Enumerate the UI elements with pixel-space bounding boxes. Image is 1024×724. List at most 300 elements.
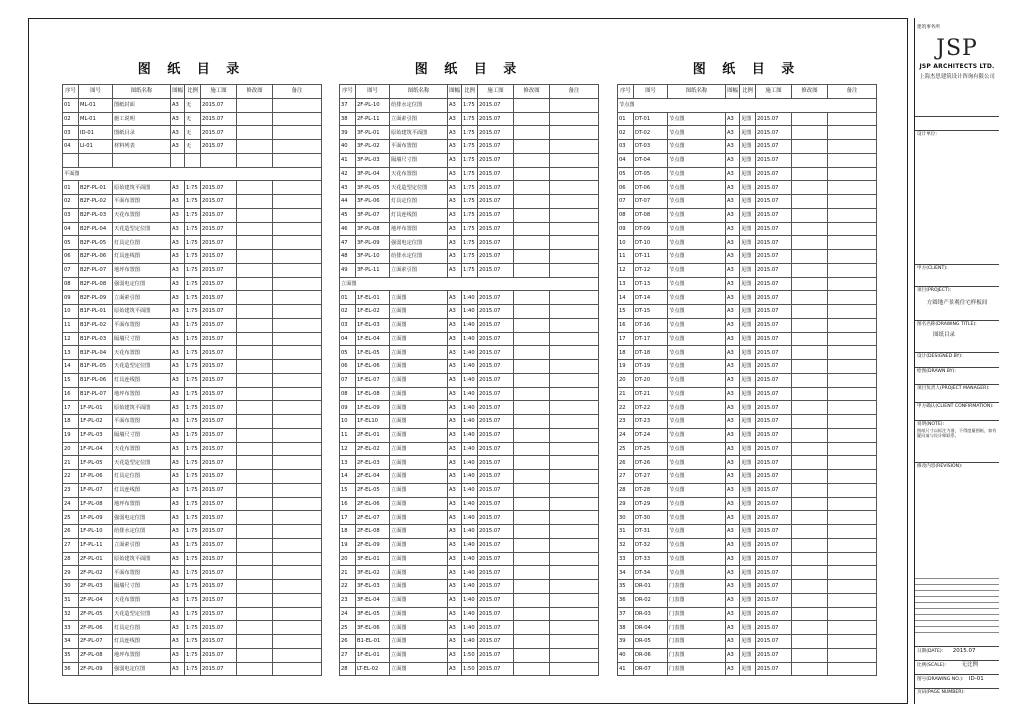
table-cell: 2015.07 [201,538,237,552]
table-cell: 立面图 [390,662,448,676]
table-cell [828,635,877,649]
table-cell [79,153,113,167]
table-cell [273,428,322,442]
table-cell: A3 [726,607,740,621]
table-cell [828,222,877,236]
table-cell: 3F-PL-01 [356,126,390,140]
table-cell [792,401,828,415]
table-row [340,222,599,236]
table-cell: 1F-PL-01 [79,401,113,415]
table-cell: 天花布置图 [113,346,171,360]
tb-date-label: 日期(DATE): [917,649,944,654]
table-cell [828,208,877,222]
table-cell: 24 [63,497,79,511]
table-cell: 1:75 [185,621,201,635]
table-cell: 2015.07 [756,662,792,676]
table-cell [550,456,599,470]
table-cell: 2015.07 [478,140,514,154]
table-cell: A3 [448,497,462,511]
table-cell: 40 [340,140,356,154]
table-cell [792,387,828,401]
table-cell: 35 [618,580,634,594]
table-cell: 2015.07 [201,140,237,154]
table-cell: DR-05 [634,635,668,649]
table-cell: 2F-PL-02 [79,566,113,580]
header-row [63,85,322,99]
table-cell: 48 [340,250,356,264]
table-cell: 05 [618,167,634,181]
table-cell: 施工说明 [113,112,171,126]
tb-scale-label: 比例(SCALE): [917,663,947,668]
table-cell: 2015.07 [756,305,792,319]
table-cell: 给排水定位图 [390,250,448,264]
tb-notes-value: 图纸尺寸以标注为准，不得度量图纸，如有疑问请与设计师联系。 [917,428,997,438]
table-cell: 2015.07 [478,621,514,635]
table-cell: 2015.07 [756,291,792,305]
table-cell: 03 [63,126,79,140]
table-cell [273,126,322,140]
table-cell: A3 [171,497,185,511]
table-cell [273,112,322,126]
table-row [618,621,877,635]
table-cell: 立面图 [390,442,448,456]
table-cell: 1:75 [185,291,201,305]
table-cell: DT-28 [634,483,668,497]
table-cell [514,607,550,621]
table-cell: 2015.07 [201,442,237,456]
table-row [618,566,877,580]
table-cell: A3 [726,208,740,222]
table-cell: 立面图 [390,511,448,525]
table-cell: B2F-PL-08 [79,277,113,291]
table-cell [514,346,550,360]
table-cell [273,208,322,222]
table-cell: DR-01 [634,580,668,594]
table-cell [237,442,273,456]
table-cell: 立面图 [390,332,448,346]
table-cell [514,497,550,511]
column-header: 图号 [79,85,113,99]
column-header: 比例 [185,85,201,99]
table-cell: 12 [340,442,356,456]
table-cell: 1F-EL-02 [356,305,390,319]
table-cell: 13 [63,346,79,360]
table-cell: 1:75 [185,511,201,525]
table-cell: 节点图 [668,305,726,319]
column-header: 图纸名称 [390,85,448,99]
table-cell: A3 [448,483,462,497]
table-cell: 2015.07 [201,195,237,209]
column-header: 序号 [63,85,79,99]
table-cell: 2015.07 [756,167,792,181]
table-row [618,208,877,222]
table-row [340,525,599,539]
table-cell [550,167,599,181]
table-cell [514,373,550,387]
table-cell: 强弱电定位图 [113,662,171,676]
table-cell: A3 [726,525,740,539]
tb-drawing-title-value: 图纸目录 [933,332,956,338]
table-cell: 2015.07 [478,98,514,112]
table-cell [828,332,877,346]
table-cell: 2015.07 [478,538,514,552]
table-cell [792,250,828,264]
table-row [618,153,877,167]
table-cell: A3 [448,428,462,442]
table-cell [828,401,877,415]
table-cell [273,607,322,621]
table-cell: 23 [618,415,634,429]
table-cell: 3F-PL-10 [356,250,390,264]
table-cell: 1F-EL-03 [356,318,390,332]
table-cell: 2F-PL-07 [79,635,113,649]
header-row [618,85,877,99]
section-heading: 节点图 [618,98,877,112]
table-cell: 见图 [740,346,756,360]
table-cell: 2015.07 [201,250,237,264]
table-cell: A3 [448,153,462,167]
table-cell: 见图 [740,387,756,401]
table-cell: 2015.07 [756,525,792,539]
tb-top-label: 建筑事务所 [917,25,940,30]
table-cell [792,291,828,305]
table-cell: 2015.07 [201,360,237,374]
table-cell: 立面图 [390,360,448,374]
table-cell: 地坪布置图 [390,222,448,236]
table-cell [828,140,877,154]
table-row [618,346,877,360]
table-cell [828,470,877,484]
table-row [63,153,322,167]
table-cell: 2015.07 [478,318,514,332]
table-cell: 1:75 [185,552,201,566]
table-cell: 35 [63,648,79,662]
table-cell: 见图 [740,456,756,470]
table-cell: 见图 [740,291,756,305]
table-cell: 2F-PL-09 [79,662,113,676]
table-cell: 强弱电定位图 [113,511,171,525]
table-cell [792,167,828,181]
table-cell [828,126,877,140]
table-cell: 1:75 [185,305,201,319]
table-cell: 2015.07 [756,635,792,649]
table-cell: 节点图 [668,387,726,401]
table-cell [828,552,877,566]
tb-scale-value: 无比例 [961,662,979,668]
table-cell: 天花造型定位图 [113,607,171,621]
table-row [618,291,877,305]
table-cell: DT-04 [634,153,668,167]
table-cell: 3F-EL-05 [356,607,390,621]
tb-line [915,608,999,609]
table-cell: 07 [340,373,356,387]
table-cell: DT-29 [634,497,668,511]
table-cell: DT-08 [634,208,668,222]
table-cell: 2015.07 [201,98,237,112]
table-cell [514,263,550,277]
table-row [340,456,599,470]
table-cell [828,621,877,635]
table-cell: 11 [340,428,356,442]
table-cell: DT-19 [634,360,668,374]
table-row [63,580,322,594]
table-cell: 1:40 [462,497,478,511]
table-cell: 14 [63,360,79,374]
column-header: 施工图 [478,85,514,99]
table-cell: A3 [171,126,185,140]
table-cell: 见图 [740,538,756,552]
table-row [340,112,599,126]
table-cell: A3 [726,195,740,209]
table-cell: 见图 [740,511,756,525]
table-cell [792,648,828,662]
table-row [63,387,322,401]
table-cell: 2F-PL-01 [79,552,113,566]
table-cell: 2015.07 [478,552,514,566]
table-cell [237,387,273,401]
table-cell: 40 [618,648,634,662]
table-cell [828,483,877,497]
table-cell: 02 [63,195,79,209]
table-cell [237,662,273,676]
table-cell: 平面布置图 [113,318,171,332]
table-cell: 23 [340,593,356,607]
table-row [340,277,599,291]
table-cell: 天花布置图 [113,208,171,222]
table-cell: A3 [726,277,740,291]
table-cell: 37 [340,98,356,112]
table-row [63,635,322,649]
table-row [63,222,322,236]
table-cell [514,305,550,319]
table-cell: 25 [340,621,356,635]
table-cell: 30 [63,580,79,594]
table-cell: 1:75 [185,332,201,346]
table-cell: 2015.07 [756,277,792,291]
table-cell: 2015.07 [756,566,792,580]
column-header: 修改图 [514,85,550,99]
table-cell: A3 [726,126,740,140]
table-cell [237,470,273,484]
table-cell: A3 [448,662,462,676]
table-cell: 34 [618,566,634,580]
table-cell: 2015.07 [756,263,792,277]
table-cell: DR-07 [634,662,668,676]
table-row [63,593,322,607]
table-cell: 01 [63,98,79,112]
table-cell [273,236,322,250]
table-cell: 1F-EL-09 [356,401,390,415]
table-cell: DT-05 [634,167,668,181]
table-cell: 灯具定位图 [113,236,171,250]
table-cell: 2015.07 [201,387,237,401]
table-row [63,236,322,250]
table-cell: B2F-PL-01 [79,181,113,195]
table-row [618,195,877,209]
table-cell: A3 [726,662,740,676]
table-cell: A3 [726,140,740,154]
table-row [618,277,877,291]
table-cell: A3 [171,360,185,374]
table-row [63,456,322,470]
table-cell: 17 [340,511,356,525]
table-cell: A3 [448,140,462,154]
table-cell [792,112,828,126]
table-row [618,112,877,126]
table-cell: 10 [340,415,356,429]
table-row [340,360,599,374]
table-cell: 立面索引图 [390,263,448,277]
table-cell: 41 [340,153,356,167]
table-row [618,442,877,456]
table-cell: A3 [726,497,740,511]
table-cell: A3 [171,401,185,415]
table-cell [237,552,273,566]
table-cell: A3 [726,483,740,497]
tb-date [915,646,999,656]
table-cell: A3 [171,511,185,525]
table-cell [828,263,877,277]
table-cell: 门表图 [668,621,726,635]
table-cell: 2015.07 [756,538,792,552]
table-cell: A3 [171,208,185,222]
table-cell: 1:75 [185,263,201,277]
table-cell [550,208,599,222]
table-cell [828,360,877,374]
table-cell: ML-01 [79,112,113,126]
table-row [618,236,877,250]
table-cell: 2F-EL-05 [356,483,390,497]
table-cell: 46 [340,222,356,236]
table-cell: 1F-PL-04 [79,442,113,456]
table-cell: 2015.07 [756,318,792,332]
table-cell: 1F-PL-11 [79,538,113,552]
table-cell: A3 [171,662,185,676]
table-cell: 立面图 [390,648,448,662]
table-cell [550,98,599,112]
table-cell [237,140,273,154]
table-cell: A3 [171,318,185,332]
column-header: 序号 [618,85,634,99]
table-row [340,621,599,635]
table-row [63,277,322,291]
table-cell: A3 [448,208,462,222]
table-cell: A3 [726,360,740,374]
table-cell: 1:75 [185,208,201,222]
table-cell: A3 [726,167,740,181]
table-cell: 18 [340,525,356,539]
table-cell: 1:40 [462,456,478,470]
table-cell [273,263,322,277]
table-cell: 2015.07 [756,373,792,387]
table-cell: 2F-PL-05 [79,607,113,621]
table-cell [828,525,877,539]
table-cell: 地坪布置图 [113,497,171,511]
table-cell: B2F-PL-06 [79,250,113,264]
table-cell [237,428,273,442]
table-cell: 节点图 [668,112,726,126]
table-cell: 2015.07 [201,497,237,511]
table-cell: 1:75 [185,415,201,429]
table-cell: A3 [726,236,740,250]
table-cell: 平面布置图 [113,195,171,209]
table-cell: DT-22 [634,401,668,415]
table-cell: A3 [171,263,185,277]
table-cell: A3 [726,470,740,484]
table-cell: 见图 [740,607,756,621]
table-row [63,112,322,126]
table-cell: 2015.07 [478,208,514,222]
table-cell: A3 [448,538,462,552]
column-header: 备注 [828,85,877,99]
table-cell [273,566,322,580]
table-cell: A3 [726,373,740,387]
table-cell: 43 [340,181,356,195]
table-cell: 灯具定位图 [113,621,171,635]
table-cell: 2015.07 [478,195,514,209]
table-cell: 2F-PL-06 [79,621,113,635]
table-cell [514,140,550,154]
column-header: 施工图 [756,85,792,99]
tb-designed-label: 设计(DESIGNED BY): [915,352,999,361]
table-cell [514,483,550,497]
table-cell: 2015.07 [756,511,792,525]
table-cell: 3F-EL-01 [356,552,390,566]
table-cell: 2015.07 [201,346,237,360]
table-cell: 01 [63,181,79,195]
tb-drawing-title [915,320,999,339]
table-cell: 天花造型定位图 [113,456,171,470]
table-cell: 2015.07 [478,662,514,676]
table-cell: 天花布置图 [113,442,171,456]
table-cell [828,648,877,662]
table-cell: 1F-EL-05 [356,346,390,360]
table-cell: 见图 [740,401,756,415]
table-cell: 立面索引图 [390,112,448,126]
table-cell: 见图 [740,566,756,580]
table-cell: 28 [340,662,356,676]
table-cell: 21 [340,566,356,580]
table-cell: 2F-EL-01 [356,428,390,442]
table-cell [550,662,599,676]
table-cell [273,635,322,649]
table-cell: 2F-EL-04 [356,470,390,484]
table-cell: A3 [448,98,462,112]
table-cell: A3 [448,415,462,429]
table-cell: 04 [63,222,79,236]
table-cell: 见图 [740,112,756,126]
table-cell [828,112,877,126]
table-cell: 1:40 [462,470,478,484]
table-cell: A3 [171,373,185,387]
table-cell [237,195,273,209]
table-cell [273,98,322,112]
table-row [618,126,877,140]
table-cell: 见图 [740,181,756,195]
table-cell: A3 [448,442,462,456]
table-cell: 10 [618,236,634,250]
table-cell: 节点图 [668,360,726,374]
table-row [340,635,599,649]
table-cell: 1:75 [462,250,478,264]
table-cell: 1F-PL-02 [79,415,113,429]
table-cell: 立面图 [390,525,448,539]
table-cell [550,195,599,209]
table-cell: 1:40 [462,346,478,360]
table-cell: 26 [618,456,634,470]
table-cell: 立面图 [390,538,448,552]
column-header: 修改图 [792,85,828,99]
